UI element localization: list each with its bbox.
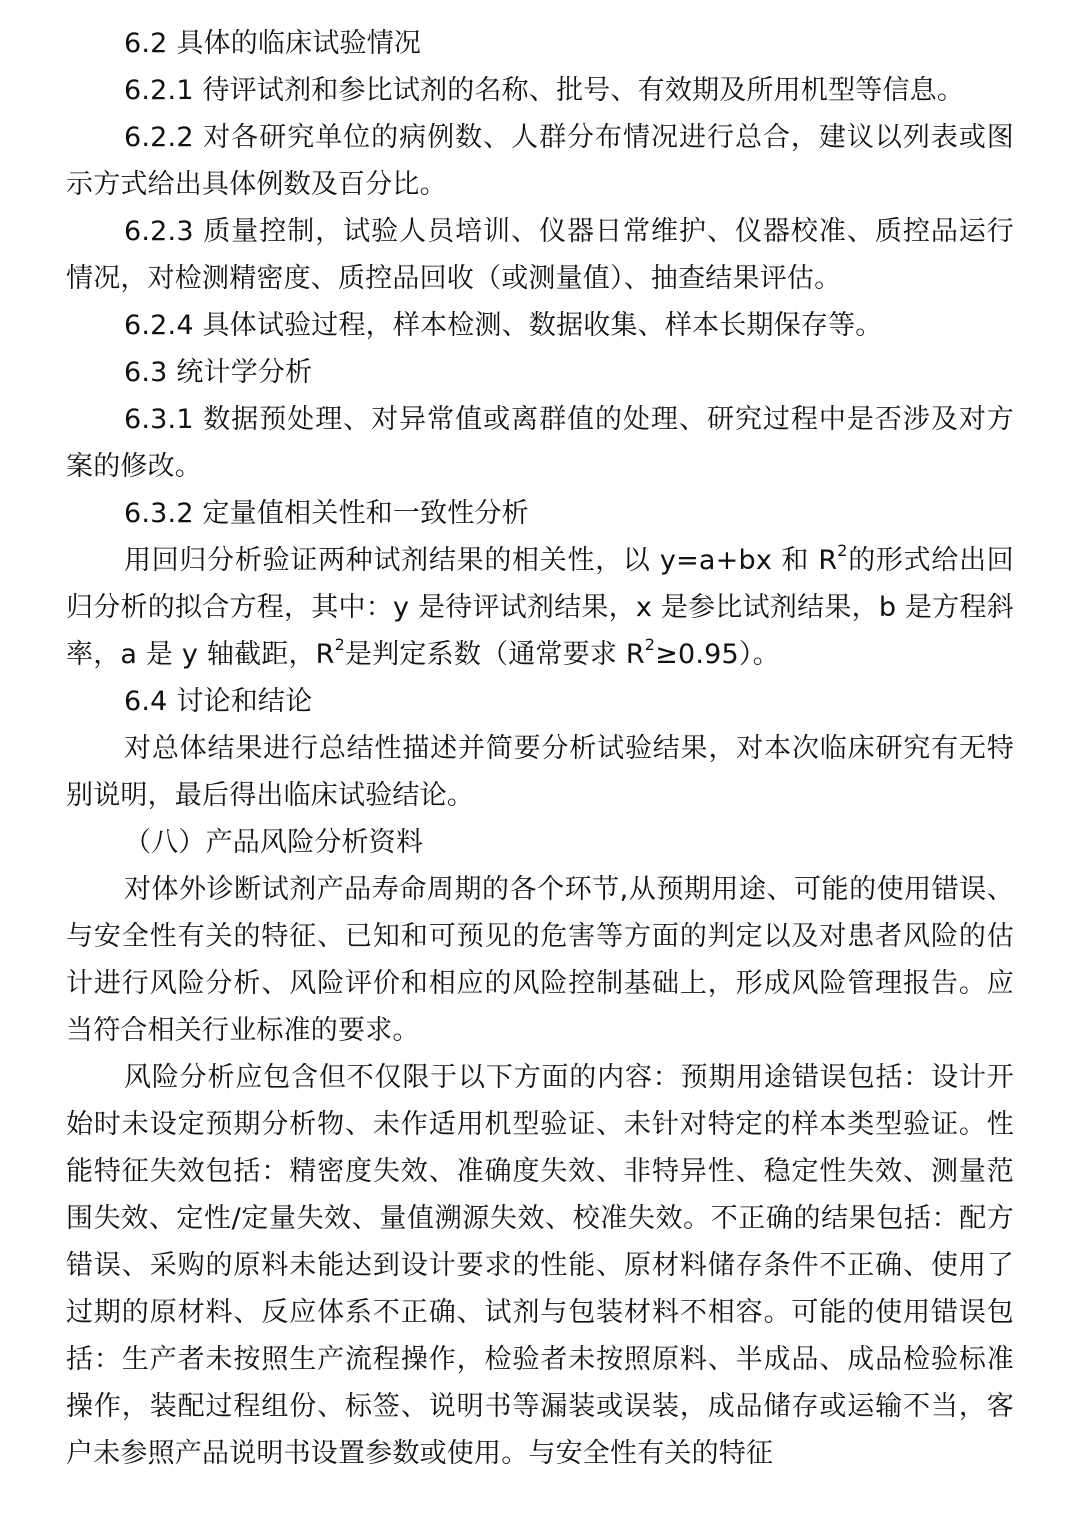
section-6-3-heading: 6.3 统计学分析	[124, 357, 313, 388]
paragraph-6-2-3: 6.2.3 质量控制，试验人员培训、仪器日常维护、仪器校准、质控品运行情况，对检测精密度、质控品回收（或测量值）、抽查结果评估。	[66, 216, 1014, 294]
superscript-2: 2	[644, 635, 656, 654]
paragraph-6-2-4: 6.2.4 具体试验过程，样本检测、数据收集、样本长期保存等。	[124, 310, 883, 341]
section-6-2-heading: 6.2 具体的临床试验情况	[124, 28, 422, 59]
paragraph-6-2-1: 6.2.1 待评试剂和参比试剂的名称、批号、有效期及所用机型等信息。	[124, 75, 965, 106]
regression-text-d: ≥0.95）。	[655, 639, 780, 670]
paragraph-regression	[66, 537, 1014, 678]
regression-text-c: 是判定系数（通常要求 R	[345, 639, 645, 670]
paragraph-6-2-2: 6.2.2 对各研究单位的病例数、人群分布情况进行总合，建议以列表或图示方式给出具体例数及百分比。	[66, 122, 1014, 200]
section-8-heading: （八）产品风险分析资料	[124, 827, 424, 858]
section-6-4-heading: 6.4 讨论和结论	[124, 686, 313, 717]
regression-text-b: 的形式给出回归分析的拟合方程，其中：y 是待评试剂结果，x 是参比试剂结果，b 是方程斜率，a 是 y 轴截距，R	[66, 545, 1014, 670]
section-6-3-2-heading: 6.3.2 定量值相关性和一致性分析	[124, 498, 529, 529]
paragraph-8-body-2: 风险分析应包含但不仅限于以下方面的内容：预期用途错误包括：设计开始时未设定预期分析物、未作适用机型验证、未针对特定的样本类型验证。性能特征失效包括：精密度失效、准确度失效、非特异性、稳定性失效、测量范围失效、定性/定量失效、量值溯源失效、校准失效。不正确的结果包括：配方错误、采购的原料未能达到设计要求的性能、原材料储存条件不正确、使用了过期的原材料、反应体系不正确、试剂与包装材料不相容。可能的使用错误包括：生产者未按照生产流程操作，检验者未按照原料、半成品、成品检验标准操作，装配过程组份、标签、说明书等漏装或误装，成品储存或运输不当，客户未参照产品说明书设置参数或使用。与安全性有关的特征	[66, 1062, 1014, 1469]
superscript-2: 2	[334, 635, 346, 654]
paragraph-6-4-body: 对总体结果进行总结性描述并简要分析试验结果，对本次临床研究有无特别说明，最后得出临床试验结论。	[66, 733, 1014, 811]
superscript-2: 2	[837, 541, 848, 560]
paragraph-6-3-1: 6.3.1 数据预处理、对异常值或离群值的处理、研究过程中是否涉及对方案的修改。	[66, 404, 1014, 482]
regression-text-a: 用回归分析验证两种试剂结果的相关性，以 y=a+bx 和 R	[124, 545, 838, 576]
paragraph-8-body-1: 对体外诊断试剂产品寿命周期的各个环节,从预期用途、可能的使用错误、与安全性有关的特征、已知和可预见的危害等方面的判定以及对患者风险的估计进行风险分析、风险评价和相应的风险控制基础上，形成风险管理报告。应当符合相关行业标准的要求。	[66, 874, 1014, 1046]
